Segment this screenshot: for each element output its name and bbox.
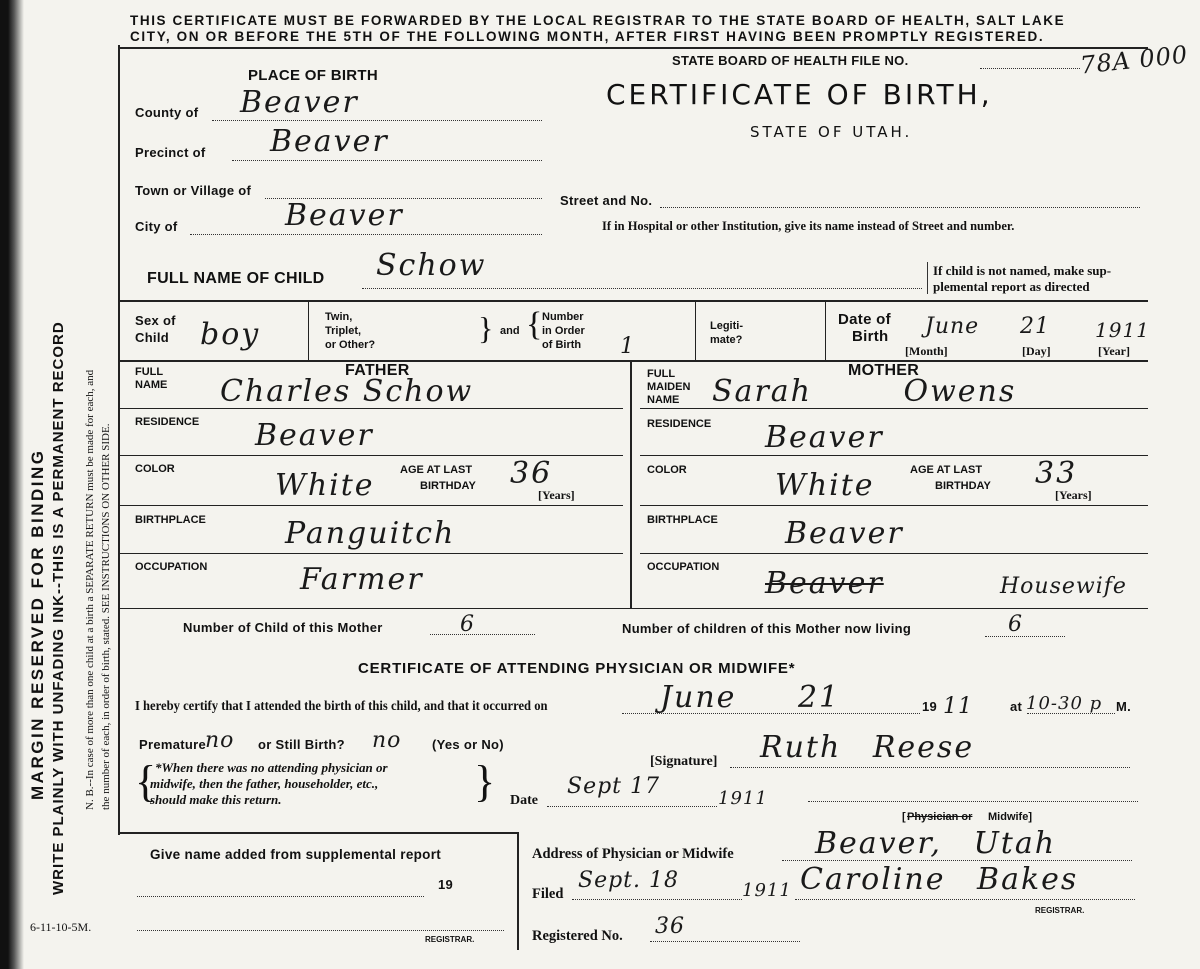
legit-label-1: Legiti-	[710, 320, 743, 332]
father-residence: Beaver	[255, 418, 374, 453]
certify-text: I hereby certify that I attended the birth of this child, and that it occurred on	[135, 699, 548, 714]
role-open-bracket: [	[902, 811, 906, 823]
birth-year-printed: 19	[922, 699, 938, 714]
stillbirth-label: or Still Birth?	[258, 737, 345, 752]
father-occupation: Farmer	[300, 562, 424, 597]
child-number-label: Number of Child of this Mother	[183, 620, 383, 635]
sex-label-1: Sex of	[135, 313, 176, 328]
address-value: Beaver, Utah	[815, 826, 1057, 861]
twin-label-1: Twin,	[325, 311, 353, 323]
father-color: White	[275, 468, 375, 503]
m-label: M.	[1116, 699, 1132, 714]
registered-label: Registered No.	[532, 928, 623, 944]
father-birthplace: Panguitch	[285, 516, 456, 551]
father-years-caption: [Years]	[538, 488, 575, 502]
father-heading: FATHER	[345, 362, 410, 379]
hospital-note: If in Hospital or other Institution, give its name instead of Street and number.	[602, 219, 1015, 233]
city-label: City of	[135, 219, 178, 234]
mother-color-label: COLOR	[647, 464, 687, 476]
margin-note-1: N. B.--In case of more than one child at a birth a SEPARATE RETURN must be made for each, and	[84, 369, 96, 810]
role-label: Midwife]	[988, 811, 1032, 823]
registrar-signature: Caroline Bakes	[800, 862, 1079, 897]
date-signed: Sept 17	[567, 774, 661, 799]
father-age-label-1: AGE AT LAST	[400, 464, 473, 476]
date-signed-year: 1911	[718, 788, 768, 809]
legit-label-2: mate?	[710, 334, 743, 346]
order-label-3: of Birth	[542, 339, 582, 351]
city-value: Beaver	[285, 198, 404, 233]
birth-year-value: 11	[943, 694, 973, 719]
sex-value: boy	[200, 317, 261, 352]
dob-label-1: Date of	[838, 311, 891, 328]
birth-date-value: June 21	[660, 680, 841, 715]
order-label-1: Number	[542, 311, 584, 323]
child-name-value: Schow	[376, 248, 487, 283]
mother-full-label-1: FULL	[647, 368, 676, 380]
header-rule	[118, 47, 1148, 49]
stillbirth-value: no	[372, 728, 402, 753]
father-color-label: COLOR	[135, 463, 175, 475]
signature-label: [Signature]	[650, 754, 718, 769]
not-named-note-2: plemental report as directed	[933, 279, 1090, 294]
certificate-title: CERTIFICATE OF BIRTH,	[606, 78, 993, 111]
mother-residence-label: RESIDENCE	[647, 418, 712, 430]
father-full-label-2: NAME	[135, 379, 168, 391]
mother-occupation-struck: Beaver	[765, 566, 884, 601]
county-label: County of	[135, 105, 199, 120]
note-line-3: should make this return.	[150, 792, 282, 807]
file-no-label: STATE BOARD OF HEALTH FILE NO.	[672, 53, 909, 68]
notice-line-1: THIS CERTIFICATE MUST BE FORWARDED BY THE LOCAL REGISTRAR TO THE STATE BOARD OF HEALTH, SALT LAKE	[130, 13, 1066, 28]
mother-occupation: Housewife	[1000, 574, 1127, 599]
note-line-1: *When there was no attending physician or	[155, 760, 388, 775]
town-label: Town or Village of	[135, 183, 252, 198]
file-no-value: 78A 000	[1078, 40, 1190, 80]
premature-label: Premature	[139, 737, 207, 752]
mother-birthplace-label: BIRTHPLACE	[647, 514, 718, 526]
living-label: Number of children of this Mother now living	[622, 621, 912, 636]
registered-value: 36	[655, 914, 685, 939]
premature-value: no	[205, 728, 235, 753]
registrar-label: REGISTRAR.	[1035, 906, 1085, 915]
father-birthplace-label: BIRTHPLACE	[135, 514, 206, 526]
father-name: Charles Schow	[220, 374, 474, 409]
dob-day: 21	[1020, 314, 1050, 339]
father-occupation-label: OCCUPATION	[135, 561, 208, 573]
filed-label: Filed	[532, 886, 564, 902]
twin-label-3: or Other?	[325, 339, 376, 351]
yesno-label: (Yes or No)	[432, 737, 504, 752]
mother-occupation-label: OCCUPATION	[647, 561, 720, 573]
county-value: Beaver	[240, 85, 359, 120]
precinct-value: Beaver	[270, 124, 389, 159]
sex-label-2: Child	[135, 330, 169, 345]
month-caption: [Month]	[905, 344, 948, 358]
mother-full-label-2: MAIDEN	[647, 381, 691, 393]
mother-name: Sarah Owens	[712, 374, 1017, 409]
child-number-value: 6	[460, 612, 475, 637]
filed-year: 1911	[742, 880, 792, 901]
supplemental-year: 19	[438, 877, 454, 892]
order-value: 1	[620, 334, 635, 359]
and-label: and	[500, 325, 520, 337]
supplemental-label: Give name added from supplemental report	[150, 847, 442, 862]
certificate-page: WRITE PLAINLY WITH UNFADING INK--THIS IS A PERMANENT RECORD MARGIN RESERVED FOR BINDING N. B.--In case of more than one child at a birth a SEPARATE RETURN must be made for each, and the number of each, in order of birth, stated. SEE INSTRUCTIONS ON OTHER SIDE. 6-11-10-5M. THIS CERTIFICATE MUST BE FORWARDED BY THE LOCAL REGISTRAR TO THE STATE BOARD OF HEALTH, SALT LAKE CITY, ON OR BEFORE THE 5TH OF THE FOLLOWING MONTH, AFTER FIRST HAVING BEEN PROMPTLY REGISTERED. STATE BOARD OF HEALTH FILE NO. 78A 000 CERTIFICATE OF BIRTH, STATE OF UTAH. PLACE OF BIRTH County of Beaver Precinct of Beaver Town or Village of City of Beaver Street and No. If in Hospital or other Institution, give its name instead of Street and number. FULL NAME OF CHILD Schow If child is not named, make sup- plemental report as directed Sex of Child boy Twin, Triplet, or Other? } and { Number in Order of Birth 1 Legiti- mate? Date of Birth June 21 1911 [Month] [Day] [Year] FULL NAME FATHER Charles Schow RESIDENCE Beaver COLOR White AGE AT LAST BIRTHDAY 36 [Years] BIRTHPLACE Panguitch OCCUPATION Farmer FULL MAIDEN NAME MOTHER Sarah Owens RESIDENCE Beaver COLOR White AGE AT LAST BIRTHDAY 33 [Years] BIRTHPLACE Beaver OCCUPATION Beaver Housewife Number of Child of this Mother 6 Number of children of this Mother now living 6 CERTIFICATE OF ATTENDING PHYSICIAN OR MIDWIFE* I hereby certify that I attended the birth of this child, and that it occurred on June 21 19 11 at 10-30 p M. Premature no or Still Birth? no (Yes or No) { *When there was no attending physician or midwife, then the father, householder, etc., should make this return. } [Signature] Ruth Reese Date Sept 17 1911 [ Physician or Midwife] Address of Physician or Midwife Beaver, Utah Give name added from supplemental report 19 REGISTRAR. Filed Sept. 18 1911 Caroline Bakes REGISTRAR. Registered No. 36	[0, 0, 1200, 969]
birth-time-value: 10-30 p	[1026, 693, 1103, 714]
father-full-label-1: FULL	[135, 366, 164, 378]
mother-residence: Beaver	[765, 420, 884, 455]
mother-birthplace: Beaver	[785, 516, 904, 551]
mother-full-label-3: NAME	[647, 394, 680, 406]
living-value: 6	[1008, 612, 1023, 637]
at-label: at	[1010, 699, 1023, 714]
mother-age-label-1: AGE AT LAST	[910, 464, 983, 476]
mother-age: 33	[1035, 456, 1078, 491]
place-heading: PLACE OF BIRTH	[248, 67, 379, 84]
mother-color: White	[775, 468, 875, 503]
twin-label-2: Triplet,	[325, 325, 362, 337]
dob-label-2: Birth	[852, 328, 889, 345]
child-name-label: FULL NAME OF CHILD	[147, 270, 325, 287]
supplemental-registrar-label: REGISTRAR.	[425, 935, 475, 944]
order-label-2: in Order	[542, 325, 585, 337]
mother-heading: MOTHER	[848, 362, 920, 379]
notice-line-2: CITY, ON OR BEFORE THE 5TH OF THE FOLLOWING MONTH, AFTER FIRST HAVING BEEN PROMPTLY REGISTERED.	[130, 29, 1045, 44]
mother-years-caption: [Years]	[1055, 488, 1092, 502]
signature-value: Ruth Reese	[760, 730, 975, 765]
filed-date: Sept. 18	[578, 868, 679, 893]
role-struck: Physician or	[907, 811, 973, 823]
torn-edge	[0, 0, 24, 969]
father-age: 36	[510, 456, 553, 491]
note-line-2: midwife, then the father, householder, etc.,	[150, 776, 379, 791]
margin-reserved: MARGIN RESERVED FOR BINDING	[28, 448, 47, 800]
day-caption: [Day]	[1022, 344, 1051, 358]
certificate-subtitle: STATE OF UTAH.	[750, 123, 913, 141]
street-label: Street and No.	[560, 193, 653, 208]
physician-heading: CERTIFICATE OF ATTENDING PHYSICIAN OR MIDWIFE*	[358, 660, 796, 677]
date-label: Date	[510, 793, 538, 808]
left-border	[118, 45, 120, 835]
margin-write-plainly: WRITE PLAINLY WITH UNFADING INK--THIS IS A PERMANENT RECORD	[50, 321, 67, 895]
father-residence-label: RESIDENCE	[135, 416, 200, 428]
margin-note-2: the number of each, in order of birth, stated. SEE INSTRUCTIONS ON OTHER SIDE.	[100, 423, 112, 810]
dob-month: June	[925, 314, 980, 339]
address-label: Address of Physician or Midwife	[532, 846, 734, 862]
dob-year: 1911	[1095, 318, 1150, 342]
form-code: 6-11-10-5M.	[30, 920, 92, 934]
not-named-note-1: If child is not named, make sup-	[933, 263, 1112, 278]
father-age-label-2: BIRTHDAY	[420, 480, 476, 492]
mother-age-label-2: BIRTHDAY	[935, 480, 991, 492]
precinct-label: Precinct of	[135, 145, 206, 160]
year-caption: [Year]	[1098, 344, 1130, 358]
